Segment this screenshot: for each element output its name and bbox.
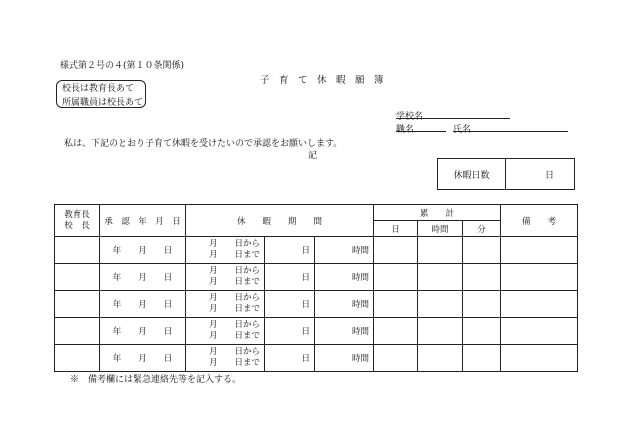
addressee-line-2: 所属職員は校長あて [62,98,144,108]
approval-date-cell[interactable]: 年 月 日 [100,345,186,372]
cumulative-day-cell[interactable] [374,318,418,345]
approval-date-header: 承 認 年 月 日 [100,205,186,237]
leave-days-box [437,158,575,190]
approver-cell[interactable] [55,264,100,291]
table-row [55,264,578,291]
period-range-cell[interactable] [186,345,265,372]
cumulative-minutes-header: 分 [463,221,501,237]
cumulative-hours-cell[interactable] [418,264,463,291]
approval-date-cell[interactable]: 年 月 日 [100,237,186,264]
remarks-cell[interactable] [501,237,578,264]
period-days-cell[interactable]: 日 [265,345,315,372]
cumulative-minutes-cell[interactable] [463,345,501,372]
name-underline [453,131,568,132]
period-range-cell[interactable] [186,318,265,345]
table-row [55,291,578,318]
approver-header-line-2: 校 長 [64,220,90,231]
remarks-cell[interactable] [501,264,578,291]
table-row [55,318,578,345]
period-from: 月 日から [208,320,260,330]
ki-mark: 記 [308,151,318,161]
page-title: 子 育 て 休 暇 願 簿 [260,75,384,86]
position-underline [396,131,446,132]
cumulative-day-cell[interactable] [374,264,418,291]
approver-cell[interactable] [55,318,100,345]
period-range-cell[interactable] [186,237,265,264]
cumulative-minutes-cell[interactable] [463,291,501,318]
cumulative-hours-cell[interactable] [418,318,463,345]
period-from: 月 日から [208,293,260,303]
name-label: 氏名 [453,125,472,135]
cumulative-day-cell[interactable] [374,345,418,372]
cumulative-minutes-cell[interactable] [463,237,501,264]
cumulative-hours-cell[interactable] [418,291,463,318]
school-label: 学校名 [396,112,424,122]
leave-days-label: 休暇日数 [438,159,506,190]
remarks-header: 備 考 [501,205,578,237]
remarks-cell[interactable] [501,318,578,345]
period-hours-cell[interactable]: 時間 [315,264,374,291]
period-to: 月 日まで [208,250,260,260]
period-to: 月 日まで [208,358,260,368]
period-hours-cell[interactable]: 時間 [315,345,374,372]
period-from: 月 日から [208,347,260,357]
approver-cell[interactable] [55,345,100,372]
cumulative-day-header: 日 [374,221,418,237]
table-row [55,237,578,264]
cumulative-hours-cell[interactable] [418,345,463,372]
period-days-cell[interactable]: 日 [265,237,315,264]
period-hours-cell[interactable]: 時間 [315,237,374,264]
period-to: 月 日まで [208,331,260,341]
approval-date-cell[interactable]: 年 月 日 [100,318,186,345]
table-row [55,345,578,372]
form-id: 様式第２号の４(第１０条関係) [60,61,185,71]
leave-days-unit: 日 [506,159,575,190]
period-days-cell[interactable]: 日 [265,318,315,345]
remarks-cell[interactable] [501,345,578,372]
cumulative-day-cell[interactable] [374,291,418,318]
period-hours-cell[interactable]: 時間 [315,291,374,318]
period-range-cell[interactable] [186,291,265,318]
remarks-cell[interactable] [501,291,578,318]
cumulative-minutes-cell[interactable] [463,264,501,291]
approver-header-line-1: 教育長 [64,209,90,220]
approver-cell[interactable] [55,291,100,318]
approver-cell[interactable] [55,237,100,264]
footnote: ※ 備考欄には緊急連絡先等を記入する。 [70,375,242,385]
period-hours-cell[interactable]: 時間 [315,318,374,345]
period-range-cell[interactable] [186,264,265,291]
period-from: 月 日から [208,239,260,249]
cumulative-hours-cell[interactable] [418,237,463,264]
period-to: 月 日まで [208,304,260,314]
cumulative-header: 累 計 [374,205,501,221]
period-days-cell[interactable]: 日 [265,264,315,291]
period-from: 月 日から [208,266,260,276]
leave-period-header: 休 暇 期 間 [186,205,374,237]
leave-record-table [54,204,578,372]
approval-date-cell[interactable]: 年 月 日 [100,291,186,318]
request-text: 私は、下記のとおり子育て休暇を受けたいので承認をお願いします。 [64,139,343,149]
cumulative-day-cell[interactable] [374,237,418,264]
cumulative-hours-header: 時間 [418,221,463,237]
approver-header [55,205,100,237]
school-underline [396,118,510,119]
position-label: 職名 [396,125,415,135]
cumulative-minutes-cell[interactable] [463,318,501,345]
period-days-cell[interactable]: 日 [265,291,315,318]
addressee-line-1: 校長は教育長あて [62,84,135,94]
period-to: 月 日まで [208,277,260,287]
approval-date-cell[interactable]: 年 月 日 [100,264,186,291]
